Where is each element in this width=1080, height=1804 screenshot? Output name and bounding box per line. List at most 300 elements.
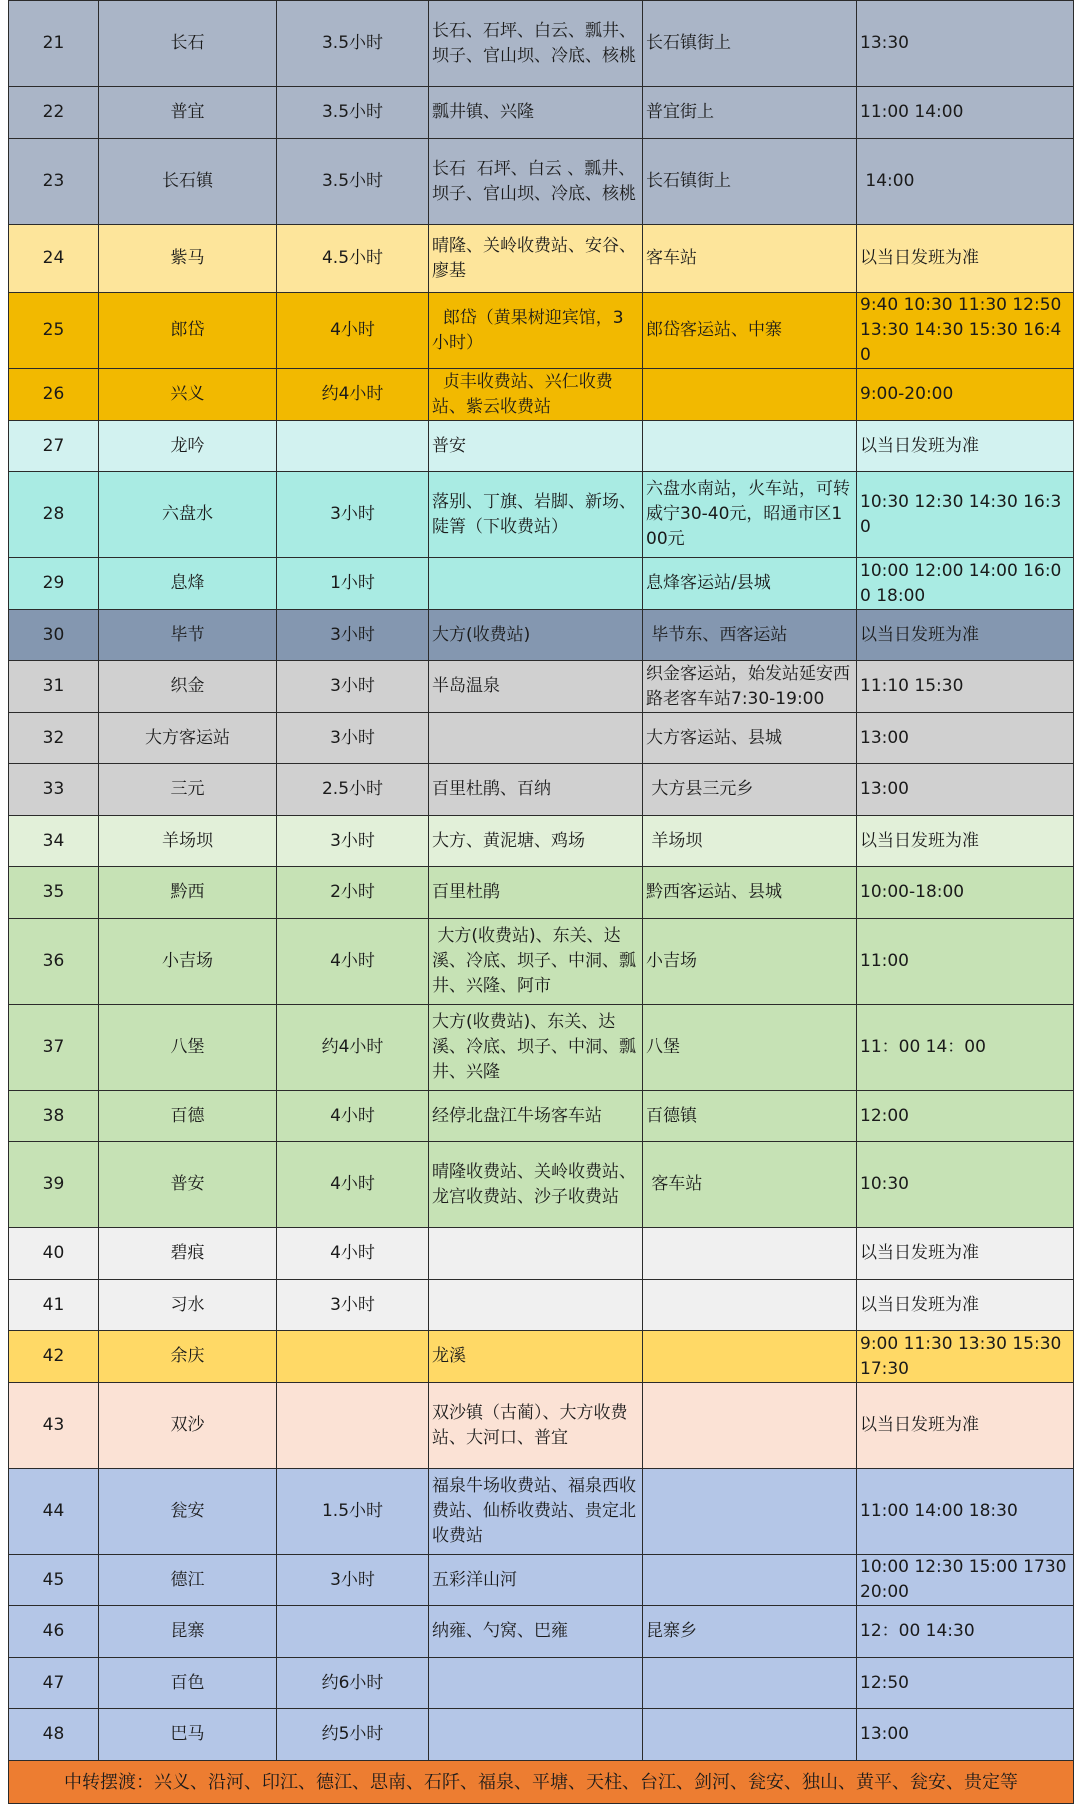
- destination-cell: [99, 293, 277, 369]
- via-stops-cell: [429, 225, 643, 293]
- row-number: 46: [42, 1621, 65, 1641]
- destination-cell: [99, 1383, 277, 1469]
- destination: 双沙: [170, 1415, 205, 1435]
- destination-cell: [99, 225, 277, 293]
- destination: 瓮安: [170, 1501, 205, 1521]
- arrival-station-cell: [643, 1280, 857, 1331]
- via-stops-cell: [429, 1555, 643, 1606]
- arrival-station: 客车站: [646, 1174, 703, 1194]
- schedule-table-body: [9, 1, 1074, 1761]
- arrival-station-cell: [643, 1005, 857, 1091]
- travel-duration-cell: [277, 1, 429, 87]
- arrival-station-cell: [643, 558, 857, 610]
- row-number: 39: [42, 1174, 65, 1194]
- arrival-station: 长石镇街上: [646, 33, 731, 53]
- via-stops-cell: [429, 293, 643, 369]
- departure-times-cell: [857, 1709, 1074, 1761]
- destination-cell: [99, 1142, 277, 1228]
- row-number-cell: [9, 1709, 99, 1761]
- travel-duration-cell: [277, 1469, 429, 1555]
- row-number-cell: [9, 558, 99, 610]
- arrival-station-cell: [643, 1555, 857, 1606]
- departure-times: 13:00: [860, 1724, 909, 1744]
- table-row: [9, 472, 1074, 558]
- departure-times: 10:30 12:30 14:30 16:30: [860, 491, 1062, 537]
- travel-duration: 1.5小时: [321, 1501, 384, 1521]
- arrival-station-cell: [643, 1091, 857, 1142]
- via-stops: 贞丰收费站、兴仁收费站、紫云收费站: [432, 371, 613, 417]
- arrival-station-cell: [643, 1228, 857, 1280]
- row-number-cell: [9, 1005, 99, 1091]
- departure-times: 10:00 12:00 14:00 16:00 18:00: [860, 560, 1062, 606]
- arrival-station-cell: [643, 472, 857, 558]
- destination: 普宜: [170, 102, 205, 122]
- arrival-station-cell: [643, 919, 857, 1005]
- destination: 兴义: [170, 384, 205, 404]
- destination-cell: [99, 139, 277, 225]
- departure-times-cell: [857, 1005, 1074, 1091]
- table-row: [9, 661, 1074, 713]
- table-row: [9, 1383, 1074, 1469]
- row-number: 26: [42, 384, 65, 404]
- arrival-station: 羊场坝: [646, 830, 703, 851]
- table-row: [9, 713, 1074, 764]
- destination: 长石: [170, 33, 205, 53]
- departure-times-cell: [857, 1228, 1074, 1280]
- table-row: [9, 558, 1074, 610]
- row-number-cell: [9, 764, 99, 816]
- row-number: 35: [42, 882, 65, 902]
- via-stops-cell: [429, 472, 643, 558]
- row-number-cell: [9, 139, 99, 225]
- travel-duration: 3小时: [330, 676, 375, 696]
- destination: 毕节: [170, 624, 205, 645]
- destination: 紫马: [170, 248, 205, 268]
- arrival-station-cell: [643, 1658, 857, 1709]
- destination-cell: [99, 867, 277, 919]
- row-number-cell: [9, 369, 99, 421]
- via-stops: 瓢井镇、兴隆: [432, 102, 534, 122]
- travel-duration: 3.5小时: [321, 102, 384, 122]
- schedule-table: [8, 0, 1074, 1804]
- arrival-station: 大方县三元乡: [646, 779, 754, 799]
- destination-cell: [99, 610, 277, 661]
- departure-times-cell: [857, 1383, 1074, 1469]
- row-number: 34: [42, 830, 65, 851]
- row-number-cell: [9, 1142, 99, 1228]
- table-row: [9, 610, 1074, 661]
- destination: 羊场坝: [162, 830, 213, 851]
- departure-times: 以当日发班为准: [860, 248, 979, 268]
- arrival-station-cell: [643, 1469, 857, 1555]
- via-stops-cell: [429, 1, 643, 87]
- table-row: [9, 87, 1074, 139]
- via-stops-cell: [429, 1280, 643, 1331]
- destination-cell: [99, 1005, 277, 1091]
- travel-duration: 4小时: [330, 951, 375, 971]
- arrival-station-cell: [643, 816, 857, 867]
- arrival-station: 郎岱客运站、中寨: [646, 320, 782, 340]
- travel-duration: 4小时: [330, 1243, 375, 1263]
- departure-times: 11:00 14:00 18:30: [860, 1501, 1018, 1521]
- via-stops: 大方、黄泥塘、鸡场: [432, 830, 585, 851]
- table-row: [9, 919, 1074, 1005]
- destination-cell: [99, 558, 277, 610]
- row-number: 40: [42, 1243, 65, 1263]
- departure-times-cell: [857, 919, 1074, 1005]
- via-stops: 晴隆收费站、关岭收费站、龙宫收费站、沙子收费站: [432, 1161, 636, 1207]
- row-number: 28: [42, 504, 65, 524]
- departure-times: 13:00: [860, 779, 909, 799]
- travel-duration: 约4小时: [321, 1037, 384, 1057]
- departure-times: 14:00: [860, 171, 915, 191]
- arrival-station-cell: [643, 867, 857, 919]
- departure-times-cell: [857, 1469, 1074, 1555]
- departure-times-cell: [857, 369, 1074, 421]
- via-stops: 大方(收费站)、东关、达溪、冷底、坝子、中洞、瓢井、兴隆、阿市: [432, 926, 636, 996]
- travel-duration: 3小时: [330, 624, 375, 645]
- departure-times: 12:00: [860, 1105, 909, 1126]
- departure-times: 11:00: [860, 951, 909, 971]
- travel-duration: 3小时: [330, 830, 375, 851]
- arrival-station: 六盘水南站，火车站，可转威宁30-40元，昭通市区100元: [646, 479, 850, 549]
- via-stops-cell: [429, 1005, 643, 1091]
- destination-cell: [99, 816, 277, 867]
- via-stops-cell: [429, 1091, 643, 1142]
- arrival-station-cell: [643, 764, 857, 816]
- destination-cell: [99, 1228, 277, 1280]
- arrival-station-cell: [643, 610, 857, 661]
- row-number-cell: [9, 1331, 99, 1383]
- via-stops-cell: [429, 1658, 643, 1709]
- table-row: [9, 764, 1074, 816]
- row-number-cell: [9, 421, 99, 472]
- travel-duration-cell: [277, 816, 429, 867]
- arrival-station-cell: [643, 293, 857, 369]
- via-stops-cell: [429, 764, 643, 816]
- departure-times: 以当日发班为准: [860, 1243, 979, 1263]
- destination-cell: [99, 1469, 277, 1555]
- row-number: 43: [42, 1415, 65, 1435]
- row-number: 23: [42, 171, 65, 191]
- arrival-station: 小吉场: [646, 951, 697, 971]
- departure-times: 以当日发班为准: [860, 1294, 979, 1315]
- destination: 普安: [170, 1174, 205, 1194]
- table-row: [9, 867, 1074, 919]
- departure-times-cell: [857, 558, 1074, 610]
- row-number: 30: [42, 624, 65, 645]
- destination: 余庆: [170, 1346, 205, 1366]
- travel-duration-cell: [277, 1555, 429, 1606]
- arrival-station-cell: [643, 1142, 857, 1228]
- row-number: 22: [42, 102, 65, 122]
- travel-duration: 2小时: [330, 882, 375, 902]
- via-stops-cell: [429, 1383, 643, 1469]
- via-stops-cell: [429, 139, 643, 225]
- arrival-station-cell: [643, 225, 857, 293]
- row-number-cell: [9, 1383, 99, 1469]
- destination: 小吉场: [162, 951, 213, 971]
- arrival-station: 织金客运站，始发站延安西路老客车站7:30-19:00: [646, 663, 850, 709]
- via-stops: 长石 石坪、白云 、瓢井、坝子、官山坝、冷底、核桃: [432, 158, 636, 204]
- via-stops: 落别、丁旗、岩脚、新场、陡箐（下收费站）: [432, 491, 636, 537]
- row-number-cell: [9, 225, 99, 293]
- via-stops: 双沙镇（古蔺）、大方收费站、大河口、普宜: [432, 1402, 628, 1448]
- departure-times: 13:00: [860, 727, 909, 748]
- via-stops-cell: [429, 1331, 643, 1383]
- table-row: [9, 1709, 1074, 1761]
- departure-times-cell: [857, 225, 1074, 293]
- destination: 大方客运站: [145, 727, 230, 748]
- destination: 昆寨: [170, 1621, 205, 1641]
- arrival-station-cell: [643, 1606, 857, 1658]
- destination-cell: [99, 1658, 277, 1709]
- arrival-station-cell: [643, 1331, 857, 1383]
- row-number: 44: [42, 1501, 65, 1521]
- row-number: 27: [42, 435, 65, 456]
- destination: 六盘水: [162, 504, 213, 524]
- table-row: [9, 139, 1074, 225]
- destination: 德江: [170, 1569, 205, 1590]
- transfer-note-text: 中转摆渡：兴义、沿河、印江、德江、思南、石阡、福泉、平塘、天柱、台江、剑河、瓮安、独山、黄平、瓮安、贵定等: [64, 1771, 1018, 1793]
- row-number: 24: [42, 248, 65, 268]
- departure-times: 11:00 14:00: [860, 102, 964, 122]
- row-number: 42: [42, 1346, 65, 1366]
- travel-duration-cell: [277, 472, 429, 558]
- travel-duration: 3小时: [330, 1294, 375, 1315]
- destination-cell: [99, 1280, 277, 1331]
- travel-duration: 2.5小时: [321, 779, 384, 799]
- destination-cell: [99, 661, 277, 713]
- row-number-cell: [9, 1228, 99, 1280]
- arrival-station-cell: [643, 421, 857, 472]
- departure-times: 10:30: [860, 1174, 909, 1194]
- via-stops: 龙溪: [432, 1346, 466, 1366]
- travel-duration-cell: [277, 713, 429, 764]
- departure-times-cell: [857, 1, 1074, 87]
- travel-duration-cell: [277, 369, 429, 421]
- table-row: [9, 1658, 1074, 1709]
- arrival-station: 大方客运站、县城: [646, 727, 782, 748]
- destination-cell: [99, 87, 277, 139]
- row-number: 45: [42, 1569, 65, 1590]
- table-row: [9, 1606, 1074, 1658]
- departure-times: 以当日发班为准: [860, 1415, 979, 1435]
- destination: 长石镇: [162, 171, 213, 191]
- departure-times: 10:00 12:30 15:00 1730 20:00: [860, 1557, 1072, 1602]
- table-row: [9, 1331, 1074, 1383]
- travel-duration-cell: [277, 1606, 429, 1658]
- via-stops: 郎岱（黄果树迎宾馆，3小时）: [432, 307, 624, 353]
- row-number: 33: [42, 779, 65, 799]
- destination-cell: [99, 1091, 277, 1142]
- arrival-station: 客车站: [646, 248, 697, 268]
- row-number-cell: [9, 816, 99, 867]
- row-number-cell: [9, 1555, 99, 1606]
- via-stops-cell: [429, 1469, 643, 1555]
- destination-cell: [99, 1331, 277, 1383]
- row-number: 48: [42, 1724, 65, 1744]
- row-number-cell: [9, 1658, 99, 1709]
- row-number-cell: [9, 1606, 99, 1658]
- destination-cell: [99, 421, 277, 472]
- via-stops: 半岛温泉: [432, 676, 500, 696]
- row-number: 38: [42, 1105, 65, 1126]
- row-number: 29: [42, 573, 65, 593]
- destination: 八堡: [170, 1037, 205, 1057]
- arrival-station: 毕节东、西客运站: [646, 624, 788, 645]
- table-row: [9, 1005, 1074, 1091]
- destination: 黔西: [170, 882, 205, 902]
- arrival-station: 百德镇: [646, 1105, 697, 1126]
- travel-duration: 3小时: [330, 1569, 375, 1590]
- row-number-cell: [9, 867, 99, 919]
- arrival-station: 黔西客运站、县城: [646, 882, 782, 902]
- destination-cell: [99, 369, 277, 421]
- via-stops: 晴隆、关岭收费站、安谷、廖基: [432, 235, 636, 281]
- travel-duration-cell: [277, 610, 429, 661]
- row-number-cell: [9, 87, 99, 139]
- travel-duration: 1小时: [330, 573, 375, 593]
- travel-duration-cell: [277, 225, 429, 293]
- bus-schedule-sheet: [8, 0, 1073, 1804]
- travel-duration-cell: [277, 1280, 429, 1331]
- via-stops-cell: [429, 713, 643, 764]
- table-row: [9, 293, 1074, 369]
- row-number-cell: [9, 1280, 99, 1331]
- via-stops-cell: [429, 87, 643, 139]
- destination: 三元: [170, 779, 205, 799]
- travel-duration: 4小时: [330, 1105, 375, 1126]
- departure-times: 11:10 15:30: [860, 676, 964, 696]
- departure-times-cell: [857, 816, 1074, 867]
- row-number-cell: [9, 661, 99, 713]
- via-stops-cell: [429, 421, 643, 472]
- departure-times-cell: [857, 1280, 1074, 1331]
- destination-cell: [99, 764, 277, 816]
- destination: 息烽: [170, 573, 205, 593]
- via-stops-cell: [429, 661, 643, 713]
- travel-duration: 4小时: [330, 1174, 375, 1194]
- row-number-cell: [9, 472, 99, 558]
- departure-times-cell: [857, 713, 1074, 764]
- arrival-station-cell: [643, 139, 857, 225]
- via-stops-cell: [429, 1709, 643, 1761]
- transfer-note: [9, 1761, 1074, 1804]
- departure-times: 10:00-18:00: [860, 882, 965, 902]
- row-number-cell: [9, 1091, 99, 1142]
- departure-times-cell: [857, 1142, 1074, 1228]
- via-stops: 百里杜鹃、百纳: [432, 779, 551, 799]
- via-stops-cell: [429, 610, 643, 661]
- arrival-station: 昆寨乡: [646, 1621, 697, 1641]
- travel-duration-cell: [277, 1142, 429, 1228]
- row-number: 36: [42, 951, 65, 971]
- row-number: 32: [42, 727, 65, 748]
- travel-duration-cell: [277, 764, 429, 816]
- departure-times-cell: [857, 764, 1074, 816]
- arrival-station-cell: [643, 1383, 857, 1469]
- table-row: [9, 1091, 1074, 1142]
- row-number-cell: [9, 919, 99, 1005]
- travel-duration: 3.5小时: [321, 171, 384, 191]
- destination-cell: [99, 713, 277, 764]
- departure-times-cell: [857, 1091, 1074, 1142]
- travel-duration-cell: [277, 139, 429, 225]
- via-stops: 大方(收费站)、东关、达溪、冷底、坝子、中洞、瓢井、兴隆: [432, 1012, 636, 1082]
- destination: 百德: [170, 1105, 205, 1126]
- destination-cell: [99, 1, 277, 87]
- departure-times-cell: [857, 867, 1074, 919]
- row-number-cell: [9, 1, 99, 87]
- row-number-cell: [9, 713, 99, 764]
- via-stops: 普安: [432, 435, 466, 456]
- travel-duration: 3小时: [330, 504, 375, 524]
- departure-times: 9:00-20:00: [860, 384, 954, 404]
- arrival-station: 普宜街上: [646, 102, 714, 122]
- destination: 织金: [170, 676, 205, 696]
- destination: 郎岱: [170, 320, 205, 340]
- departure-times-cell: [857, 610, 1074, 661]
- via-stops-cell: [429, 1228, 643, 1280]
- departure-times: 以当日发班为准: [860, 624, 979, 645]
- destination-cell: [99, 1709, 277, 1761]
- arrival-station-cell: [643, 661, 857, 713]
- destination: 习水: [170, 1294, 205, 1315]
- arrival-station-cell: [643, 1, 857, 87]
- travel-duration-cell: [277, 421, 429, 472]
- table-row: [9, 369, 1074, 421]
- row-number: 41: [42, 1294, 65, 1315]
- destination: 碧痕: [170, 1243, 205, 1263]
- travel-duration-cell: [277, 1091, 429, 1142]
- row-number: 47: [42, 1672, 65, 1693]
- via-stops-cell: [429, 1142, 643, 1228]
- row-number: 37: [42, 1037, 65, 1057]
- arrival-station: 息烽客运站/县城: [646, 573, 771, 593]
- travel-duration-cell: [277, 1658, 429, 1709]
- destination-cell: [99, 919, 277, 1005]
- travel-duration-cell: [277, 558, 429, 610]
- table-row: [9, 1228, 1074, 1280]
- departure-times-cell: [857, 1658, 1074, 1709]
- departure-times-cell: [857, 1555, 1074, 1606]
- departure-times: 12：00 14:30: [860, 1621, 975, 1641]
- travel-duration-cell: [277, 1228, 429, 1280]
- via-stops-cell: [429, 919, 643, 1005]
- departure-times-cell: [857, 472, 1074, 558]
- travel-duration: 约4小时: [321, 384, 384, 404]
- row-number-cell: [9, 1469, 99, 1555]
- travel-duration-cell: [277, 1005, 429, 1091]
- via-stops: 福泉牛场收费站、福泉西收费站、仙桥收费站、贵定北收费站: [432, 1476, 636, 1546]
- travel-duration-cell: [277, 1331, 429, 1383]
- departure-times: 11：00 14：00: [860, 1037, 986, 1057]
- via-stops-cell: [429, 369, 643, 421]
- table-row: [9, 1555, 1074, 1606]
- via-stops-cell: [429, 816, 643, 867]
- row-number-cell: [9, 293, 99, 369]
- via-stops: 百里杜鹃: [432, 882, 500, 902]
- travel-duration: 3.5小时: [321, 33, 384, 53]
- departure-times: 以当日发班为准: [860, 435, 979, 456]
- arrival-station-cell: [643, 87, 857, 139]
- departure-times-cell: [857, 1331, 1074, 1383]
- table-row: [9, 1280, 1074, 1331]
- row-number: 31: [42, 676, 65, 696]
- destination: 龙吟: [170, 435, 205, 456]
- destination: 百色: [170, 1672, 205, 1693]
